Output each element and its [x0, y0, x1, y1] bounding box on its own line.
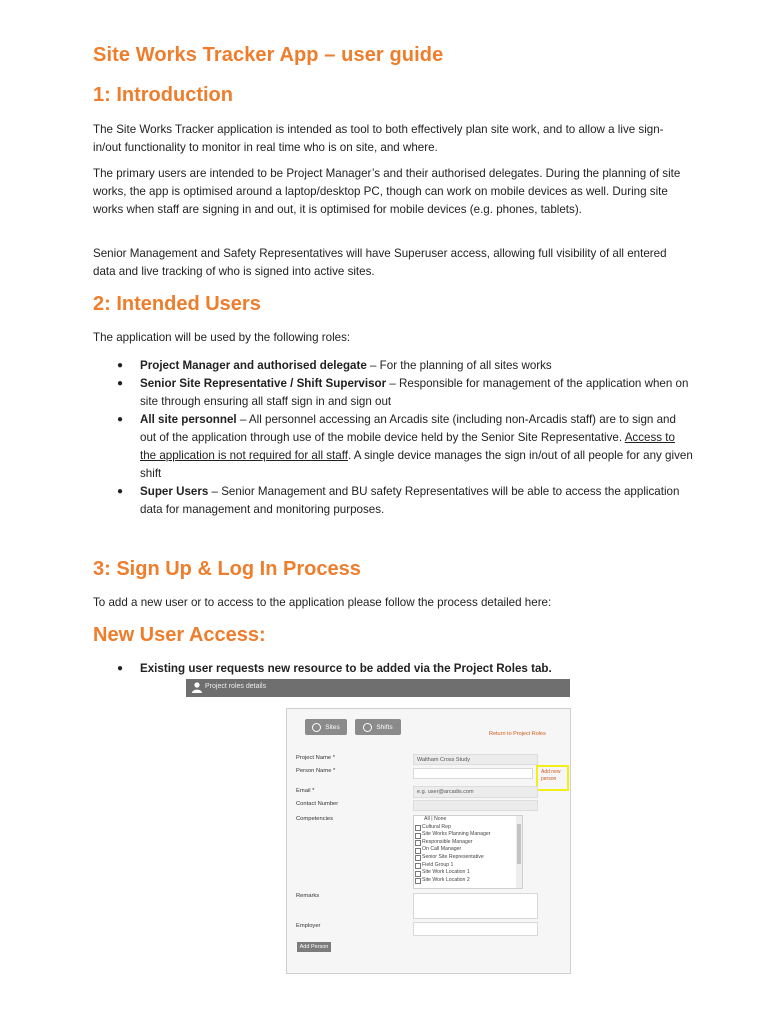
person-name-label: Person Name *	[296, 768, 336, 774]
scrollbar[interactable]	[516, 816, 522, 888]
checkbox-icon[interactable]	[415, 825, 421, 831]
checkbox-icon[interactable]	[415, 871, 421, 877]
screenshot-header-title: Project roles details	[205, 683, 267, 690]
competency-label: On Call Manager	[422, 846, 462, 853]
add-person-button[interactable]: Add Person	[297, 942, 331, 952]
list-item	[93, 375, 693, 411]
competencies-list[interactable]	[413, 815, 523, 889]
shifts-button-label: Shifts	[376, 723, 393, 731]
role-name: All site personnel	[140, 413, 237, 426]
list-item[interactable]	[414, 846, 522, 854]
list-item	[93, 660, 693, 678]
remarks-textarea[interactable]	[413, 893, 538, 919]
bullet-icon: ●	[117, 378, 124, 389]
heading-intended-users: 2: Intended Users	[93, 293, 261, 315]
list-item	[93, 357, 693, 375]
contact-number-field[interactable]	[413, 800, 538, 811]
bullet-icon: ●	[117, 360, 124, 371]
return-to-project-roles-link[interactable]: Return to Project Roles	[489, 731, 546, 737]
role-description: – All personnel accessing an Arcadis site (including non-Arcadis staff) are to sign and out of the application through use of the mobile device held by the Senior Site Representative.	[140, 413, 676, 444]
list-item[interactable]	[414, 862, 522, 870]
competencies-select-all-none[interactable]: All | None	[424, 816, 447, 822]
users-lead: The application will be used by the following roles:	[93, 331, 351, 344]
checkbox-icon[interactable]	[415, 878, 421, 884]
competency-label: Field Group 1	[422, 861, 454, 868]
new-user-step: Existing user requests new resource to be added via the Project Roles tab.	[140, 662, 552, 675]
competency-label: Cultural Rep	[422, 823, 451, 830]
screenshot-header-bar	[186, 679, 570, 697]
contact-number-label: Contact Number	[296, 801, 339, 807]
remarks-label: Remarks	[296, 893, 320, 899]
project-name-label: Project Name *	[296, 755, 335, 761]
email-field[interactable]: e.g. user@arcadis.com	[413, 786, 538, 798]
bullet-icon: ●	[117, 486, 124, 497]
intro-paragraph-2: The primary users are intended to be Project Manager’s and their authorised delegates. During the planning of site works, the app is optimised around a laptop/desktop PC, though can work on mobile devices as well. During site works when staff are signing in and out, it is optimised for mobile devices (e.g. phones, tablets).	[93, 167, 681, 216]
competencies-label: Competencies	[296, 816, 334, 822]
underlined-note: Access to the application is not required for all staff	[140, 431, 675, 462]
sites-button[interactable]	[305, 719, 347, 735]
list-item[interactable]	[414, 869, 522, 877]
checkbox-icon[interactable]	[415, 840, 421, 846]
role-description: – Responsible for management of the application when on site through ensuring all staff sign in and sign out	[140, 377, 689, 408]
signup-lead: To add a new user or to access to the application please follow the process detailed here:	[93, 596, 552, 609]
role-description-end: . A single device manages the sign in/out of all people for any given shift	[140, 449, 693, 480]
checkbox-icon[interactable]	[415, 848, 421, 854]
add-new-person-link[interactable]: Add new person	[541, 769, 561, 782]
bullet-icon: ●	[117, 414, 124, 425]
intro-paragraph-3: Senior Management and Safety Representatives will have Superuser access, allowing full visibility of all entered data and live tracking of who is signed into active sites.	[93, 247, 667, 278]
new-user-list	[93, 660, 693, 678]
person-name-field[interactable]	[413, 768, 533, 779]
heading-sign-up: 3: Sign Up & Log In Process	[93, 558, 361, 580]
list-item[interactable]	[414, 839, 522, 847]
competency-label: Site Works Planning Manager	[422, 831, 491, 838]
employer-field[interactable]	[413, 922, 538, 936]
checkbox-icon[interactable]	[415, 855, 421, 861]
competency-label: Responsible Manager	[422, 838, 473, 845]
list-item[interactable]	[414, 831, 522, 839]
role-name: Super Users	[140, 485, 209, 498]
document-title: Site Works Tracker App – user guide	[93, 44, 444, 66]
employer-label: Employer	[296, 923, 321, 929]
role-name: Project Manager and authorised delegate	[140, 359, 367, 372]
role-description: – For the planning of all sites works	[366, 359, 552, 372]
bullet-icon: ●	[117, 663, 124, 674]
user-icon	[192, 682, 202, 693]
list-item	[93, 411, 693, 483]
heading-introduction: 1: Introduction	[93, 84, 233, 106]
email-label: Email *	[296, 788, 315, 794]
intro-paragraph-1: The Site Works Tracker application is intended as tool to both effectively plan site work, and to allow a live sign-in/out functionality to monitor in real time who is on site, and where.	[93, 123, 664, 154]
clock-icon	[363, 723, 372, 732]
list-item[interactable]	[414, 877, 522, 885]
scrollbar-thumb[interactable]	[517, 824, 521, 864]
checkbox-icon[interactable]	[415, 863, 421, 869]
globe-icon	[312, 723, 321, 732]
role-name: Senior Site Representative / Shift Supervisor	[140, 377, 387, 390]
checkbox-icon[interactable]	[415, 833, 421, 839]
roles-list	[93, 357, 693, 519]
role-description: – Senior Management and BU safety Representatives will be able to access the application data for management and monitoring purposes.	[140, 485, 680, 516]
list-item[interactable]	[414, 824, 522, 832]
sites-button-label: Sites	[325, 723, 340, 731]
heading-new-user-access: New User Access:	[93, 624, 266, 646]
competency-label: Site Work Location 2	[422, 876, 470, 883]
competency-label: Site Work Location 1	[422, 869, 470, 876]
project-name-field[interactable]: Waltham Cross Study	[413, 754, 538, 765]
competency-label: Senior Site Representative	[422, 853, 484, 860]
list-item[interactable]	[414, 854, 522, 862]
list-item	[93, 483, 693, 519]
shifts-button[interactable]	[355, 719, 401, 735]
